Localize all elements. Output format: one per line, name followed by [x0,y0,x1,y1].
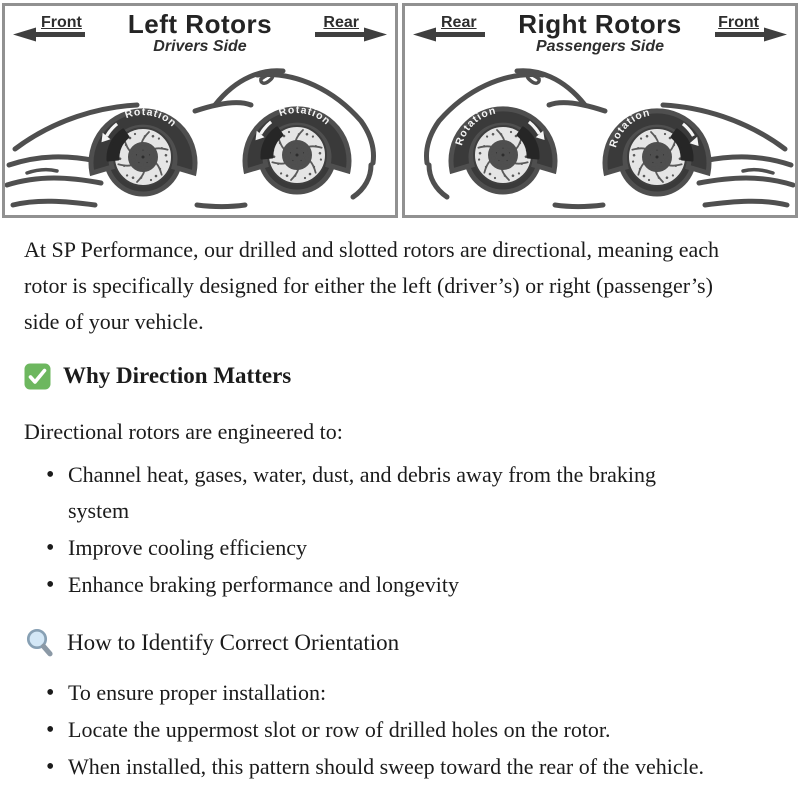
svg-text:Rotation: Rotation [453,104,498,147]
heading-why-direction-matters [24,360,774,392]
lead-paragraph: Directional rotors are engineered to: [24,419,343,444]
benefits-list [24,457,714,603]
left-car-illustration [5,61,395,211]
rear-direction-left [323,14,359,32]
rear-direction-right [441,14,477,32]
right-panel-title: Right Rotors [518,9,682,39]
heading-identify-orientation [24,627,774,659]
list-item: • When installed, this pattern should sweep toward the rear of the vehicle. [24,749,714,785]
svg-text:Rotation: Rotation [123,105,180,130]
front-direction-right [718,14,759,32]
svg-text:Rotation: Rotation [277,103,334,128]
rear-label: Rear [323,14,359,31]
right-rotors-panel [402,3,798,218]
front-label: Front [718,14,759,31]
list-item: • Improve cooling efficiency [24,530,714,566]
intro-paragraph: At SP Performance, our drilled and slotted rotors are directional, meaning each rotor is specifically designed for either the left (driver’s) or right (passenger’s) side of your vehicle. [24,237,720,334]
left-panel-subtitle: Drivers Side [153,38,247,55]
list-item: • Enhance braking performance and longevity [24,567,714,603]
heading-text: Why Direction Matters [63,363,292,388]
rotor-direction-diagram [2,3,798,218]
magnifying-glass-icon [24,627,55,659]
right-panel-subtitle: Passengers Side [535,38,665,55]
svg-text:Rotation: Rotation [607,106,652,149]
front-label: Front [41,14,82,31]
orientation-steps-list [24,675,714,785]
left-panel-title: Left Rotors [127,9,273,39]
article-content [0,232,800,785]
rear-label: Rear [441,14,477,31]
left-rotors-panel [2,3,398,218]
right-car-illustration [405,61,795,211]
list-item: • To ensure proper installation: [24,675,714,711]
heading-text: How to Identify Correct Orientation [67,630,400,655]
list-item: • Channel heat, gases, water, dust, and debris away from the braking system [24,457,714,529]
list-item: • Locate the uppermost slot or row of drilled holes on the rotor. [24,712,714,748]
front-direction-left [41,14,82,32]
car-body-sketch [7,71,374,207]
check-mark-icon [24,363,51,390]
